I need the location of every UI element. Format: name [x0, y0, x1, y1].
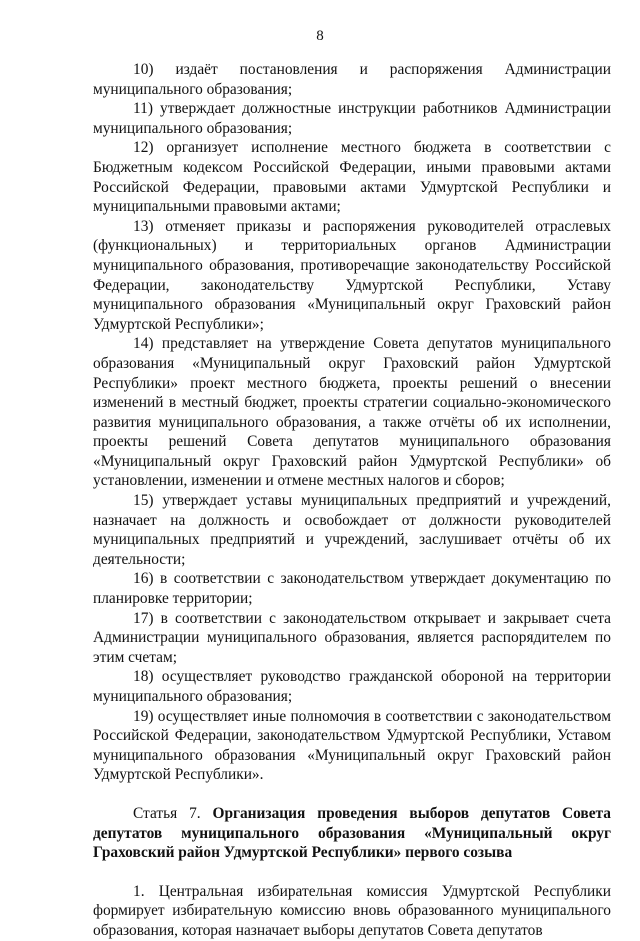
list-item: 14) представляет на утверждение Совета депутатов муниципального образования «Муниципальный округ Граховский район Удмуртской Республики» проект местного бюджета, проекты решений о внесении изменений в местный бюджет, проекты стратегии социально-экономического развития муниципального образования, а также отчёты об их исполнении, проекты решений Совета депутатов муниципального образования «Муниципальный округ Граховский район Удмуртской Республики» об установлении, изменении и отмене местных налогов и сборов; — [93, 335, 611, 490]
list-item: 15) утверждает уставы муниципальных предприятий и учреждений, назначает на должность и освобождает от должности руководителей муниципальных предприятий и учреждений, заслушивает отчёты об их деятельности; — [93, 492, 611, 568]
list-item: 11) утверждает должностные инструкции работников Администрации муниципального образования; — [93, 100, 611, 137]
article-title: Организация проведения выборов депутатов Совета депутатов муниципального образования «Муниципальный округ Граховский район Удмуртской Республики» первого созыва — [93, 804, 611, 862]
article-heading — [93, 804, 611, 863]
list-item: 13) отменяет приказы и распоряжения руководителей отраслевых (функциональных) и территориальных органов Администрации муниципального образования, противоречащие законодательству Российской Федерации, законодательству Удмуртской Республики, Уставу муниципального образования «Муниципальный округ Граховский район Удмуртской Республики»; — [93, 217, 611, 333]
document-body — [93, 60, 611, 941]
list-item: 10) издаёт постановления и распоряжения Администрации муниципального образования; — [93, 61, 611, 98]
list-item: 18) осуществляет руководство гражданской обороной на территории муниципального образования; — [93, 668, 611, 705]
article-label: Статья 7. — [133, 804, 201, 822]
list-item: 12) организует исполнение местного бюджета в соответствии с Бюджетным кодексом Российской Федерации, иными правовыми актами Российской Федерации, правовыми актами Удмуртской Республики и муниципальными правовыми актами; — [93, 139, 611, 216]
page-number: 8 — [316, 28, 324, 44]
paragraph: 1. Центральная избирательная комиссия Удмуртской Республики формирует избирательную комиссию вновь образованного муниципального образования, которая назначает выборы депутатов Совета депутатов — [93, 882, 611, 939]
list-item: 16) в соответствии с законодательством утверждает документацию по планировке территории; — [93, 570, 611, 608]
list-item: 19) осуществляет иные полномочия в соответствии с законодательством Российской Федерации, законодательством Удмуртской Республики, Уставом муниципального образования «Муниципальный округ Граховский район Удмуртской Республики». — [93, 707, 611, 784]
list-item: 17) в соответствии с законодательством открывает и закрывает счета Администрации муниципального образования, является распорядителем по этим счетам; — [93, 609, 611, 666]
